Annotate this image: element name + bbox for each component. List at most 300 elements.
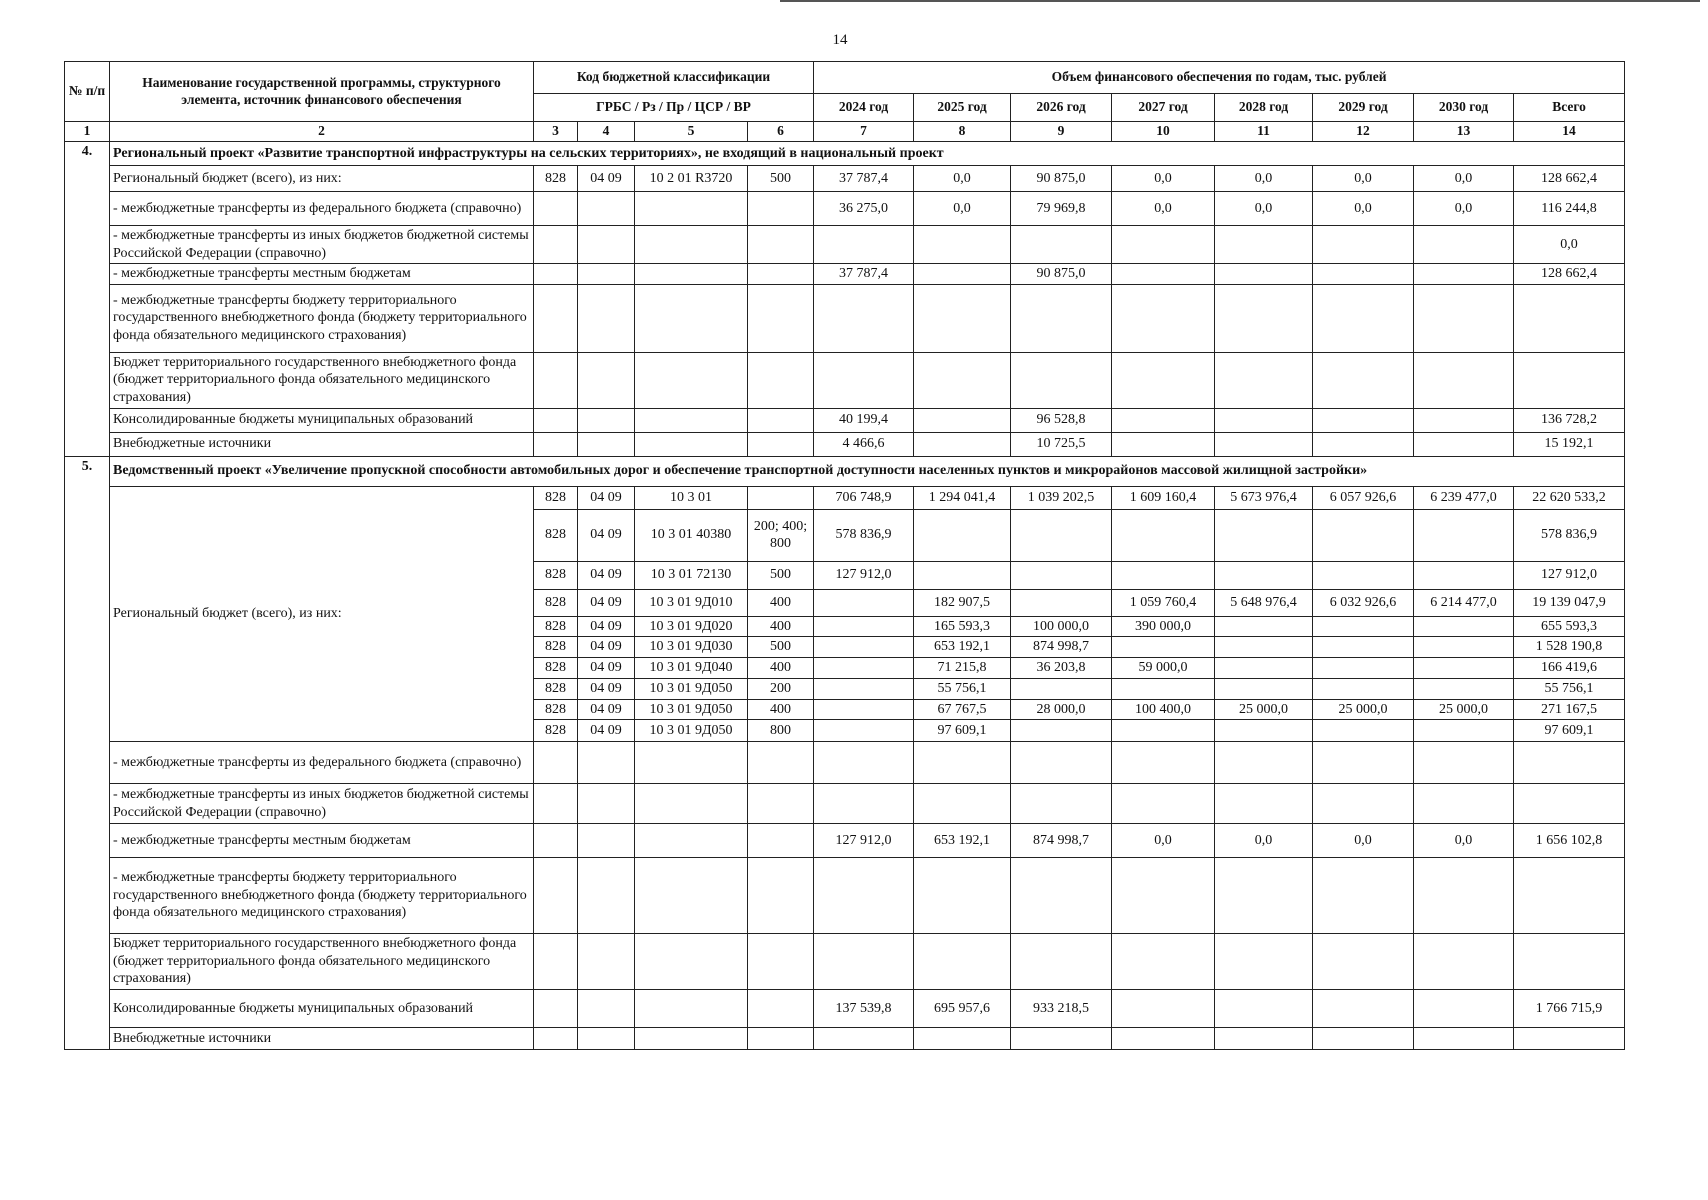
code-cell [534, 352, 578, 408]
header-year-6: 2030 год [1414, 94, 1514, 122]
value-cell [1313, 561, 1414, 589]
source-label: Консолидированные бюджеты муниципальных образований [110, 990, 534, 1028]
page-number: 14 [832, 32, 848, 48]
vr-code: 200 [748, 678, 814, 699]
value-cell: 706 748,9 [814, 486, 914, 509]
code-cell [748, 226, 814, 264]
code-cell [578, 352, 635, 408]
source-label: Бюджет территориального государственного внебюджетного фонда (бюджет территориального фонда обязательного медицинского страхования) [110, 352, 534, 408]
value-cell [914, 742, 1011, 784]
grbs-code: 828 [534, 637, 578, 658]
value-cell [1215, 432, 1313, 456]
section-title: Ведомственный проект «Увеличение пропускной способности автомобильных дорог и обеспечение транспортной доступности населенных пунктов и микрорайонов массовой жилищной застройки» [110, 456, 1625, 486]
value-cell: 116 244,8 [1514, 192, 1625, 226]
value-cell [1112, 637, 1215, 658]
value-cell [1414, 616, 1514, 637]
grbs-code: 828 [534, 509, 578, 561]
code-cell [635, 990, 748, 1028]
value-cell [1215, 226, 1313, 264]
code-cell [534, 192, 578, 226]
rzpr-code: 04 09 [578, 166, 635, 192]
csr-code: 10 3 01 72130 [635, 561, 748, 589]
value-cell [1313, 432, 1414, 456]
csr-code: 10 3 01 9Д020 [635, 616, 748, 637]
table-row [65, 486, 1625, 509]
value-cell: 127 912,0 [1514, 561, 1625, 589]
value-cell [814, 616, 914, 637]
table-row [65, 990, 1625, 1028]
header-col-number: 8 [914, 122, 1011, 142]
section-number: 5. [65, 456, 110, 1050]
value-cell [1514, 352, 1625, 408]
code-cell [748, 1028, 814, 1050]
value-cell [1313, 408, 1414, 432]
grbs-code: 828 [534, 720, 578, 742]
value-cell: 0,0 [1215, 166, 1313, 192]
rzpr-code: 04 09 [578, 678, 635, 699]
csr-code: 10 2 01 R3720 [635, 166, 748, 192]
value-cell: 37 787,4 [814, 166, 914, 192]
code-cell [748, 432, 814, 456]
header-year-4: 2028 год [1215, 94, 1313, 122]
value-cell: 15 192,1 [1514, 432, 1625, 456]
value-cell [814, 699, 914, 720]
value-cell: 59 000,0 [1112, 657, 1215, 678]
value-cell [1313, 657, 1414, 678]
value-cell [1313, 637, 1414, 658]
value-cell: 6 214 477,0 [1414, 589, 1514, 616]
value-cell: 90 875,0 [1011, 166, 1112, 192]
value-cell [914, 226, 1011, 264]
code-cell [578, 226, 635, 264]
value-cell: 136 728,2 [1514, 408, 1625, 432]
value-cell [1215, 742, 1313, 784]
value-cell: 55 756,1 [914, 678, 1011, 699]
value-cell [814, 284, 914, 352]
rzpr-code: 04 09 [578, 699, 635, 720]
value-cell [914, 1028, 1011, 1050]
value-cell: 390 000,0 [1112, 616, 1215, 637]
header-col-number: 10 [1112, 122, 1215, 142]
rzpr-code: 04 09 [578, 509, 635, 561]
value-cell: 40 199,4 [814, 408, 914, 432]
header-col-number: 4 [578, 122, 635, 142]
code-cell [578, 990, 635, 1028]
csr-code: 10 3 01 9Д050 [635, 720, 748, 742]
value-cell [1414, 561, 1514, 589]
vr-code: 400 [748, 699, 814, 720]
value-cell [1414, 1028, 1514, 1050]
code-cell [534, 858, 578, 934]
value-cell [1313, 509, 1414, 561]
code-cell [748, 408, 814, 432]
value-cell: 1 039 202,5 [1011, 486, 1112, 509]
value-cell [1112, 226, 1215, 264]
table-row [65, 408, 1625, 432]
vr-code: 400 [748, 616, 814, 637]
value-cell: 10 725,5 [1011, 432, 1112, 456]
header-year-7: Всего [1514, 94, 1625, 122]
value-cell [1112, 742, 1215, 784]
code-cell [578, 264, 635, 285]
value-cell: 0,0 [1414, 192, 1514, 226]
header-col-numbers [65, 122, 1625, 142]
value-cell [1313, 742, 1414, 784]
value-cell [1514, 742, 1625, 784]
value-cell [1414, 432, 1514, 456]
code-cell [748, 990, 814, 1028]
value-cell: 182 907,5 [914, 589, 1011, 616]
value-cell: 97 609,1 [1514, 720, 1625, 742]
value-cell [814, 720, 914, 742]
section-title-row [65, 456, 1625, 486]
code-cell [578, 934, 635, 990]
value-cell: 5 673 976,4 [1215, 486, 1313, 509]
value-cell [1112, 509, 1215, 561]
value-cell [1215, 352, 1313, 408]
value-cell [914, 352, 1011, 408]
value-cell [1215, 720, 1313, 742]
header-row-1 [65, 62, 1625, 94]
value-cell [1414, 934, 1514, 990]
header-col-number: 2 [110, 122, 534, 142]
value-cell [1514, 858, 1625, 934]
value-cell [1011, 1028, 1112, 1050]
source-label: - межбюджетные трансферты из федерального бюджета (справочно) [110, 742, 534, 784]
value-cell [1112, 784, 1215, 824]
value-cell [1011, 284, 1112, 352]
value-cell [914, 408, 1011, 432]
grbs-code: 828 [534, 657, 578, 678]
value-cell: 0,0 [1313, 166, 1414, 192]
vr-code: 500 [748, 561, 814, 589]
value-cell: 4 466,6 [814, 432, 914, 456]
value-cell: 67 767,5 [914, 699, 1011, 720]
value-cell: 1 528 190,8 [1514, 637, 1625, 658]
table-row [65, 192, 1625, 226]
value-cell: 128 662,4 [1514, 264, 1625, 285]
code-cell [578, 432, 635, 456]
value-cell: 0,0 [1215, 192, 1313, 226]
csr-code: 10 3 01 9Д050 [635, 678, 748, 699]
code-cell [534, 990, 578, 1028]
code-cell [748, 742, 814, 784]
code-cell [748, 858, 814, 934]
value-cell: 1 766 715,9 [1514, 990, 1625, 1028]
value-cell [1313, 1028, 1414, 1050]
value-cell [1112, 264, 1215, 285]
csr-code: 10 3 01 [635, 486, 748, 509]
value-cell: 6 057 926,6 [1313, 486, 1414, 509]
value-cell: 25 000,0 [1313, 699, 1414, 720]
value-cell: 25 000,0 [1414, 699, 1514, 720]
value-cell [914, 284, 1011, 352]
value-cell [1414, 784, 1514, 824]
value-cell [814, 226, 914, 264]
value-cell [814, 637, 914, 658]
value-cell: 36 203,8 [1011, 657, 1112, 678]
code-cell [578, 742, 635, 784]
code-cell [635, 824, 748, 858]
value-cell [814, 742, 914, 784]
code-cell [578, 824, 635, 858]
value-cell [1011, 589, 1112, 616]
rzpr-code: 04 09 [578, 720, 635, 742]
value-cell [1313, 720, 1414, 742]
value-cell [1112, 990, 1215, 1028]
table-row [65, 166, 1625, 192]
header-col-number: 3 [534, 122, 578, 142]
value-cell: 79 969,8 [1011, 192, 1112, 226]
rzpr-code: 04 09 [578, 589, 635, 616]
code-cell [635, 742, 748, 784]
header-col-number: 5 [635, 122, 748, 142]
table-row [65, 858, 1625, 934]
value-cell [1215, 408, 1313, 432]
value-cell [1011, 934, 1112, 990]
header-code-sub: ГРБС / Рз / Пр / ЦСР / ВР [534, 94, 814, 122]
value-cell [914, 264, 1011, 285]
value-cell: 1 609 160,4 [1112, 486, 1215, 509]
value-cell: 0,0 [914, 192, 1011, 226]
value-cell: 165 593,3 [914, 616, 1011, 637]
value-cell [1215, 678, 1313, 699]
value-cell: 874 998,7 [1011, 637, 1112, 658]
value-cell [1215, 637, 1313, 658]
value-cell: 137 539,8 [814, 990, 914, 1028]
code-cell [635, 264, 748, 285]
value-cell: 5 648 976,4 [1215, 589, 1313, 616]
table-row [65, 742, 1625, 784]
value-cell: 1 059 760,4 [1112, 589, 1215, 616]
code-cell [534, 824, 578, 858]
code-cell [635, 784, 748, 824]
value-cell [1215, 561, 1313, 589]
value-cell [1514, 934, 1625, 990]
code-cell [578, 284, 635, 352]
value-cell [1414, 657, 1514, 678]
top-rule [780, 0, 1700, 2]
value-cell [1313, 934, 1414, 990]
value-cell: 36 275,0 [814, 192, 914, 226]
table-row [65, 934, 1625, 990]
value-cell: 6 032 926,6 [1313, 589, 1414, 616]
code-cell [635, 1028, 748, 1050]
value-cell [814, 678, 914, 699]
value-cell: 0,0 [1514, 226, 1625, 264]
source-label: - межбюджетные трансферты местным бюджетам [110, 824, 534, 858]
value-cell [1011, 858, 1112, 934]
value-cell [1011, 678, 1112, 699]
value-cell [1313, 784, 1414, 824]
regional-budget-label: Региональный бюджет (всего), из них: [110, 166, 534, 192]
header-volume-group: Объем финансового обеспечения по годам, тыс. рублей [814, 62, 1625, 94]
source-label: - межбюджетные трансферты бюджету территориального государственного внебюджетного фонда (бюджету территориального фонда обязательного медицинского страхования) [110, 858, 534, 934]
value-cell: 0,0 [1313, 824, 1414, 858]
value-cell [1414, 284, 1514, 352]
code-cell [534, 264, 578, 285]
value-cell [1011, 352, 1112, 408]
value-cell: 0,0 [1313, 192, 1414, 226]
value-cell: 37 787,4 [814, 264, 914, 285]
header-col-number: 6 [748, 122, 814, 142]
value-cell: 271 167,5 [1514, 699, 1625, 720]
value-cell [814, 858, 914, 934]
value-cell [1215, 657, 1313, 678]
csr-code: 10 3 01 9Д030 [635, 637, 748, 658]
value-cell: 127 912,0 [814, 824, 914, 858]
code-cell [748, 264, 814, 285]
source-label: Внебюджетные источники [110, 432, 534, 456]
table-row [65, 1028, 1625, 1050]
code-cell [578, 408, 635, 432]
value-cell [814, 352, 914, 408]
value-cell [1313, 990, 1414, 1028]
csr-code: 10 3 01 9Д010 [635, 589, 748, 616]
value-cell: 28 000,0 [1011, 699, 1112, 720]
value-cell: 100 000,0 [1011, 616, 1112, 637]
value-cell: 25 000,0 [1215, 699, 1313, 720]
value-cell [1414, 509, 1514, 561]
value-cell: 22 620 533,2 [1514, 486, 1625, 509]
value-cell [1414, 226, 1514, 264]
value-cell: 0,0 [914, 166, 1011, 192]
value-cell [1112, 1028, 1215, 1050]
rzpr-code: 04 09 [578, 657, 635, 678]
value-cell: 695 957,6 [914, 990, 1011, 1028]
source-label: Бюджет территориального государственного внебюджетного фонда (бюджет территориального фонда обязательного медицинского страхования) [110, 934, 534, 990]
section-title: Региональный проект «Развитие транспортной инфраструктуры на сельских территориях», не входящий в национальный проект [110, 142, 1625, 166]
table-row [65, 352, 1625, 408]
code-cell [534, 934, 578, 990]
value-cell [1414, 678, 1514, 699]
value-cell [1112, 352, 1215, 408]
value-cell [814, 589, 914, 616]
code-cell [635, 858, 748, 934]
grbs-code: 828 [534, 678, 578, 699]
vr-code: 800 [748, 720, 814, 742]
code-cell [635, 432, 748, 456]
value-cell [914, 934, 1011, 990]
value-cell: 127 912,0 [814, 561, 914, 589]
value-cell: 933 218,5 [1011, 990, 1112, 1028]
value-cell: 0,0 [1215, 824, 1313, 858]
value-cell: 100 400,0 [1112, 699, 1215, 720]
value-cell: 96 528,8 [1011, 408, 1112, 432]
value-cell [814, 657, 914, 678]
code-cell [635, 352, 748, 408]
code-cell [534, 432, 578, 456]
value-cell: 1 294 041,4 [914, 486, 1011, 509]
value-cell [1011, 561, 1112, 589]
header-col-number: 12 [1313, 122, 1414, 142]
value-cell [1414, 408, 1514, 432]
table-row [65, 264, 1625, 285]
value-cell: 0,0 [1414, 824, 1514, 858]
value-cell [1215, 934, 1313, 990]
value-cell [1414, 264, 1514, 285]
value-cell: 71 215,8 [914, 657, 1011, 678]
value-cell [1011, 509, 1112, 561]
code-cell [635, 226, 748, 264]
value-cell [1011, 720, 1112, 742]
rzpr-code: 04 09 [578, 637, 635, 658]
value-cell: 19 139 047,9 [1514, 589, 1625, 616]
value-cell [1313, 226, 1414, 264]
code-cell [534, 408, 578, 432]
code-cell [748, 284, 814, 352]
value-cell [1514, 284, 1625, 352]
grbs-code: 828 [534, 589, 578, 616]
code-cell [578, 784, 635, 824]
value-cell [1215, 784, 1313, 824]
value-cell [914, 784, 1011, 824]
section-title-row [65, 142, 1625, 166]
header-col-number: 13 [1414, 122, 1514, 142]
value-cell [1112, 858, 1215, 934]
value-cell [1215, 264, 1313, 285]
value-cell [1313, 616, 1414, 637]
source-label: Внебюджетные источники [110, 1028, 534, 1050]
value-cell [1112, 678, 1215, 699]
value-cell [1112, 432, 1215, 456]
value-cell [1215, 1028, 1313, 1050]
value-cell [1112, 408, 1215, 432]
code-cell [578, 858, 635, 934]
header-col-number: 1 [65, 122, 110, 142]
table-body [65, 62, 1625, 1050]
code-cell [748, 824, 814, 858]
value-cell [1112, 934, 1215, 990]
source-label: Консолидированные бюджеты муниципальных образований [110, 408, 534, 432]
rzpr-code: 04 09 [578, 486, 635, 509]
budget-table [64, 61, 1625, 1050]
vr-code: 400 [748, 589, 814, 616]
value-cell [914, 509, 1011, 561]
vr-code: 500 [748, 166, 814, 192]
value-cell [1313, 264, 1414, 285]
value-cell [1011, 742, 1112, 784]
table-row [65, 284, 1625, 352]
value-cell [1414, 720, 1514, 742]
value-cell [1112, 720, 1215, 742]
grbs-code: 828 [534, 486, 578, 509]
value-cell: 6 239 477,0 [1414, 486, 1514, 509]
section-number: 4. [65, 142, 110, 457]
source-label: - межбюджетные трансферты из федерального бюджета (справочно) [110, 192, 534, 226]
value-cell [914, 561, 1011, 589]
grbs-code: 828 [534, 166, 578, 192]
rzpr-code: 04 09 [578, 561, 635, 589]
value-cell: 874 998,7 [1011, 824, 1112, 858]
code-cell [635, 934, 748, 990]
value-cell [1112, 284, 1215, 352]
code-cell [748, 934, 814, 990]
value-cell: 90 875,0 [1011, 264, 1112, 285]
code-cell [635, 408, 748, 432]
code-cell [534, 226, 578, 264]
value-cell [1112, 561, 1215, 589]
value-cell [1414, 742, 1514, 784]
value-cell [1414, 858, 1514, 934]
value-cell: 0,0 [1112, 166, 1215, 192]
header-col-number: 9 [1011, 122, 1112, 142]
value-cell [814, 1028, 914, 1050]
grbs-code: 828 [534, 616, 578, 637]
header-year-1: 2025 год [914, 94, 1011, 122]
vr-code: 400 [748, 657, 814, 678]
value-cell: 653 192,1 [914, 824, 1011, 858]
